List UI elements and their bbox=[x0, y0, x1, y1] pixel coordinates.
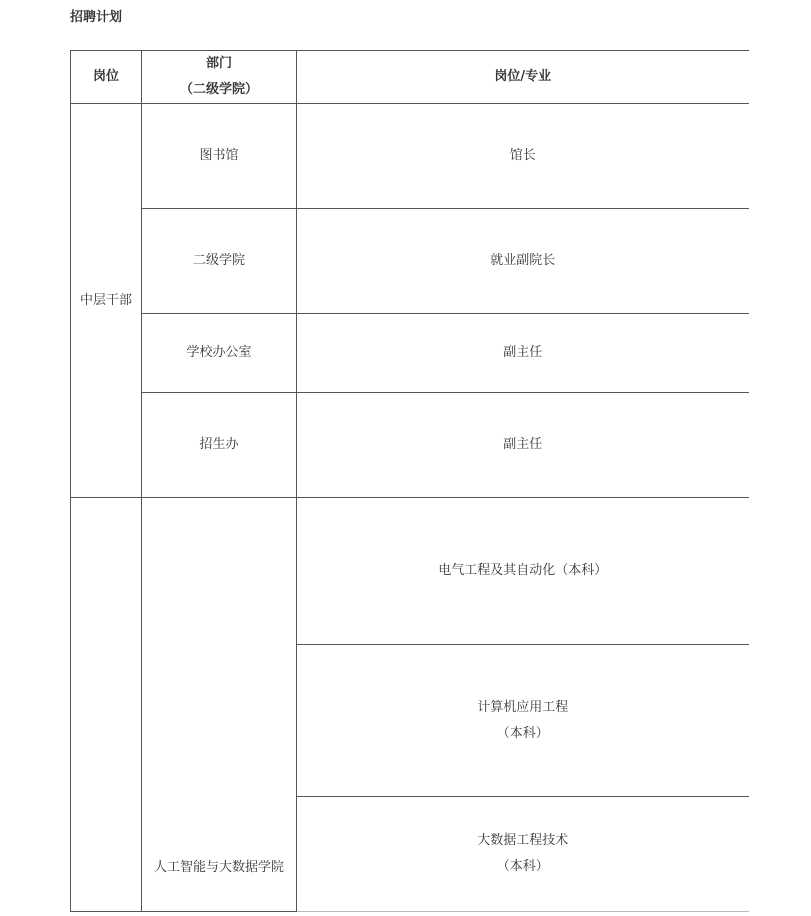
department-cell: 招生办 bbox=[142, 393, 297, 498]
role-line1: 电气工程及其自动化（本科） bbox=[438, 563, 608, 578]
role-cell bbox=[297, 797, 749, 912]
role-cell: 就业副院长 bbox=[297, 209, 749, 314]
page-title: 招聘计划 bbox=[70, 10, 123, 25]
role-line2: （本科） bbox=[496, 725, 549, 741]
role-line1: 大数据工程技术 bbox=[477, 833, 569, 848]
position-cell-empty bbox=[71, 498, 142, 912]
role-cell bbox=[297, 645, 749, 797]
header-position: 岗位 bbox=[71, 51, 142, 104]
role-cell bbox=[297, 498, 749, 645]
table-row bbox=[71, 314, 749, 393]
department-cell: 二级学院 bbox=[142, 209, 297, 314]
header-role: 岗位/专业 bbox=[297, 51, 749, 104]
role-cell: 副主任 bbox=[297, 393, 749, 498]
header-department bbox=[142, 51, 297, 104]
role-cell: 副主任 bbox=[297, 314, 749, 393]
department-cell-ai-bigdata: 人工智能与大数据学院 bbox=[142, 498, 297, 912]
header-department-line2: （二级学院） bbox=[179, 82, 258, 97]
table-row bbox=[71, 393, 749, 498]
recruitment-plan-table bbox=[70, 50, 749, 912]
header-department-line1: 部门 bbox=[205, 56, 232, 71]
department-cell: 图书馆 bbox=[142, 104, 297, 209]
table-row bbox=[71, 104, 749, 209]
role-line1: 计算机应用工程 bbox=[477, 699, 569, 715]
position-cell-middle-managers: 中层干部 bbox=[71, 104, 142, 498]
table-row bbox=[71, 209, 749, 314]
table-row bbox=[71, 498, 749, 645]
department-cell: 学校办公室 bbox=[142, 314, 297, 393]
role-line2: （本科） bbox=[496, 859, 549, 874]
role-cell: 馆长 bbox=[297, 104, 749, 209]
table-header-row bbox=[71, 51, 749, 104]
